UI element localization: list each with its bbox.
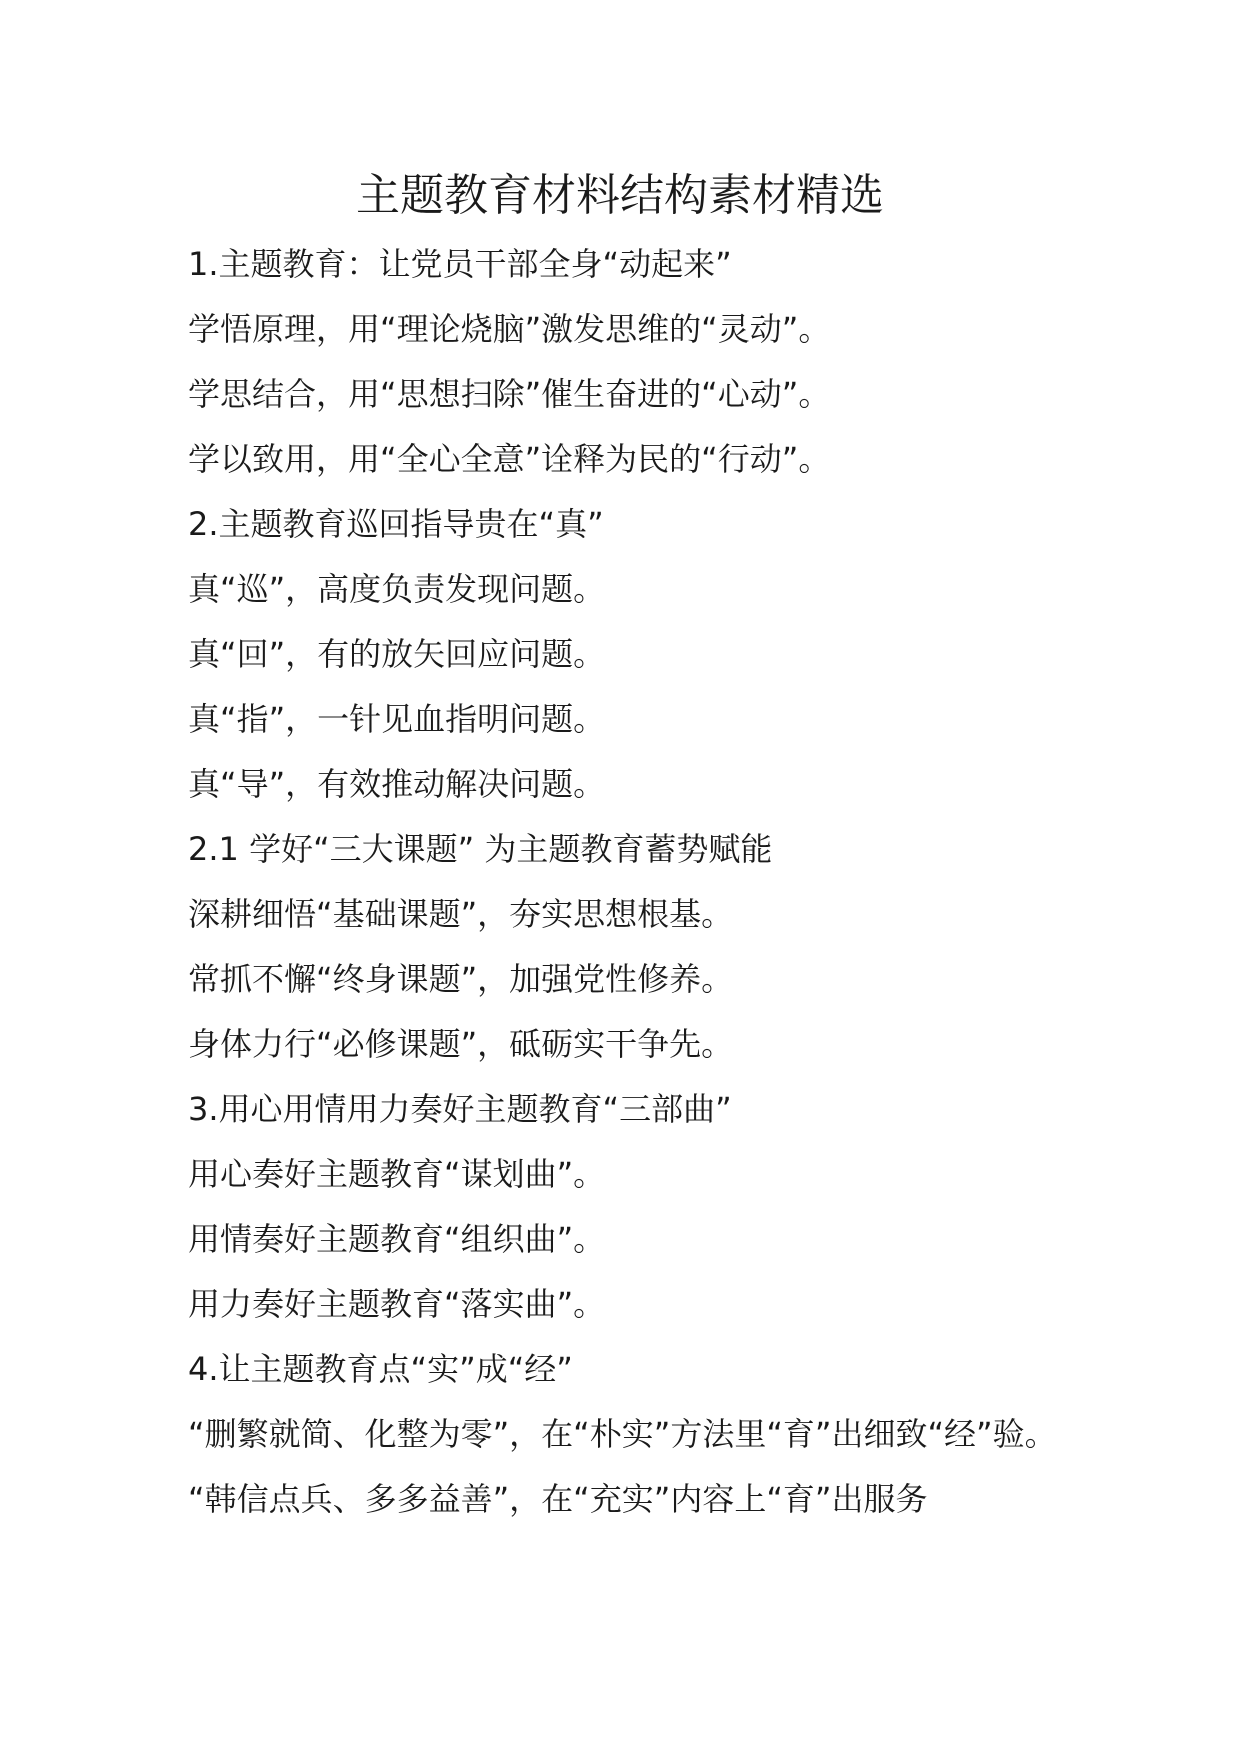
heading-1: 1.主题教育：让党员干部全身“动起来” xyxy=(188,245,732,283)
paragraph-line: “韩信点兵、多多益善”，在“充实”内容上“育”出服务 xyxy=(188,1480,928,1518)
paragraph-line: 真“指”，一针见血指明问题。 xyxy=(188,700,606,738)
heading-4: 4.让主题教育点“实”成“经” xyxy=(188,1350,573,1388)
paragraph-line: 身体力行“必修课题”，砥砺实干争先。 xyxy=(188,1025,734,1063)
paragraph-line: 用情奏好主题教育“组织曲”。 xyxy=(188,1220,606,1258)
paragraph-line: 真“巡”，高度负责发现问题。 xyxy=(188,570,606,608)
heading-3: 3.用心用情用力奏好主题教育“三部曲” xyxy=(188,1090,732,1128)
paragraph-line: 真“导”，有效推动解决问题。 xyxy=(188,765,606,803)
paragraph-line: 用心奏好主题教育“谋划曲”。 xyxy=(188,1155,606,1193)
paragraph-line: 学以致用，用“全心全意”诠释为民的“行动”。 xyxy=(188,440,831,478)
paragraph-line: 常抓不懈“终身课题”，加强党性修养。 xyxy=(188,960,734,998)
document-title: 主题教育材料结构素材精选 xyxy=(356,170,884,221)
paragraph-line: 深耕细悟“基础课题”，夯实思想根基。 xyxy=(188,895,734,933)
paragraph-line: 用力奏好主题教育“落实曲”。 xyxy=(188,1285,606,1323)
document-body xyxy=(188,232,1068,1532)
paragraph-line: “删繁就简、化整为零”，在“朴实”方法里“育”出细致“经”验。 xyxy=(188,1415,1057,1453)
heading-2-1: 2.1 学好“三大课题” 为主题教育蓄势赋能 xyxy=(188,830,773,868)
paragraph-line: 学悟原理，用“理论烧脑”激发思维的“灵动”。 xyxy=(188,310,831,348)
paragraph-line: 学思结合，用“思想扫除”催生奋进的“心动”。 xyxy=(188,375,831,413)
paragraph-line: 真“回”，有的放矢回应问题。 xyxy=(188,635,606,673)
heading-2: 2.主题教育巡回指导贵在“真” xyxy=(188,505,604,543)
